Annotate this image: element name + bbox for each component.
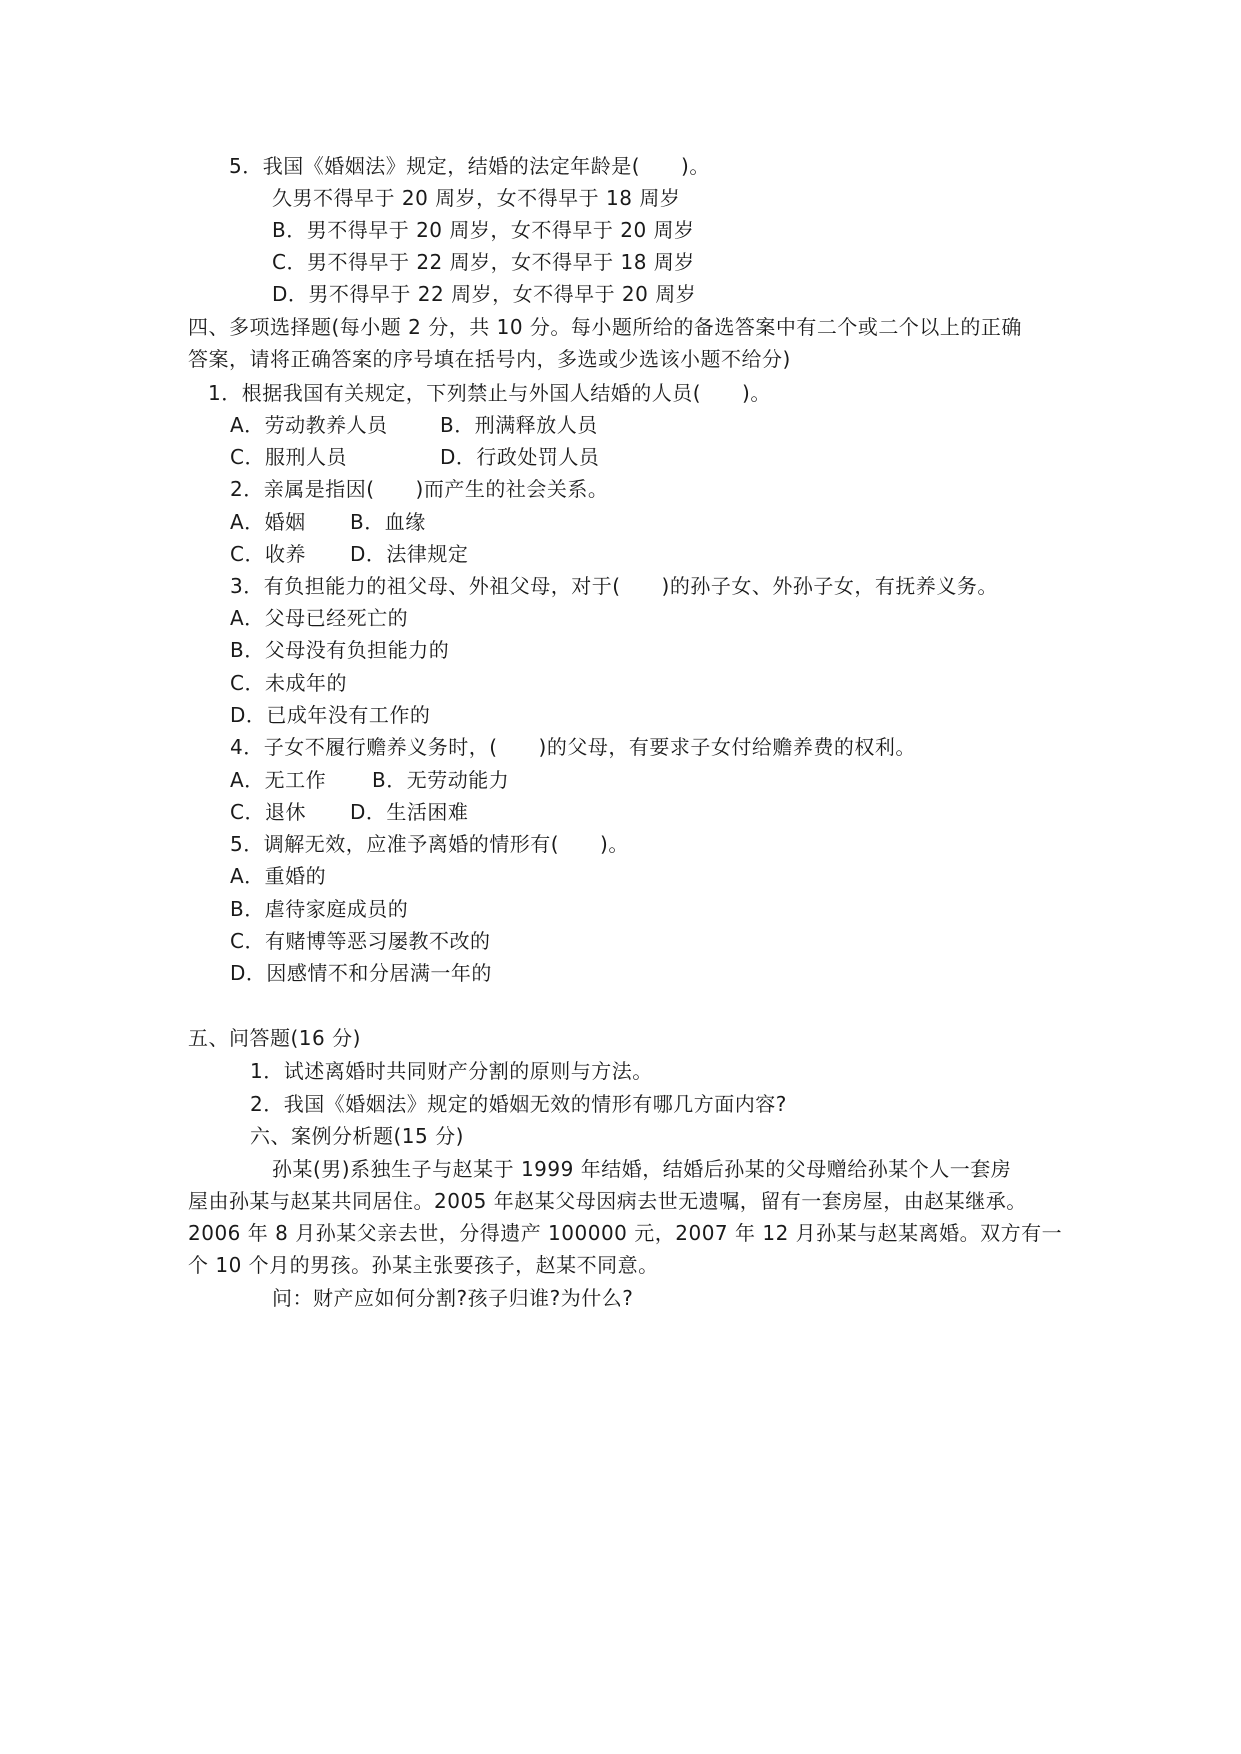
question-5-option-b: B．男不得早于 20 周岁，女不得早于 20 周岁 xyxy=(272,218,695,242)
question-5-stem: 5．我国《婚姻法》规定，结婚的法定年龄是( )。 xyxy=(229,154,710,178)
case-question: 问：财产应如何分割?孩子归谁?为什么? xyxy=(272,1286,634,1310)
case-text-line-1: 孙某(男)系独生子与赵某于 1999 年结婚，结婚后孙某的父母赠给孙某个人一套房 xyxy=(272,1157,1012,1181)
mc-question-2-option-c: C．收养 xyxy=(230,542,306,566)
mc-question-1-option-d: D．行政处罚人员 xyxy=(440,445,600,469)
mc-question-1-option-b: B．刑满释放人员 xyxy=(440,413,598,437)
mc-question-4-option-a: A．无工作 xyxy=(230,768,327,792)
mc-question-2-option-b: B．血缘 xyxy=(350,510,426,534)
case-text-line-4: 个 10 个月的男孩。孙某主张要孩子，赵某不同意。 xyxy=(188,1253,659,1277)
mc-question-4-option-b: B．无劳动能力 xyxy=(372,768,510,792)
mc-question-3-option-a: A．父母已经死亡的 xyxy=(230,606,409,630)
mc-question-3-option-d: D．已成年没有工作的 xyxy=(230,703,431,727)
section-4-heading-line1: 四、多项选择题(每小题 2 分，共 10 分。每小题所给的备选答案中有二个或二个以上的正确 xyxy=(188,315,1022,339)
essay-question-2: 2．我国《婚姻法》规定的婚姻无效的情形有哪几方面内容? xyxy=(250,1092,787,1116)
mc-question-5-option-a: A．重婚的 xyxy=(230,864,327,888)
mc-question-5-option-c: C．有赌博等恶习屡教不改的 xyxy=(230,929,491,953)
section-4-heading-line2: 答案，请将正确答案的序号填在括号内，多选或少选该小题不给分) xyxy=(188,347,791,371)
mc-question-2-option-d: D．法律规定 xyxy=(350,542,469,566)
mc-question-2-option-a: A．婚姻 xyxy=(230,510,306,534)
mc-question-1-option-a: A．劳动教养人员 xyxy=(230,413,388,437)
section-5-heading: 五、问答题(16 分) xyxy=(188,1026,361,1050)
mc-question-1-option-c: C．服刑人员 xyxy=(230,445,347,469)
mc-question-5-option-d: D．因感情不和分居满一年的 xyxy=(230,961,492,985)
case-text-line-3: 2006 年 8 月孙某父亲去世，分得遗产 100000 元，2007 年 12 月孙某与赵某离婚。双方有一 xyxy=(188,1221,1063,1245)
mc-question-3-option-c: C．未成年的 xyxy=(230,671,347,695)
mc-question-3-stem: 3．有负担能力的祖父母、外祖父母，对于( )的孙子女、外孙子女，有抚养义务。 xyxy=(230,574,998,598)
case-text-line-2: 屋由孙某与赵某共同居住。2005 年赵某父母因病去世无遗嘱，留有一套房屋，由赵某继承。 xyxy=(188,1189,1027,1213)
question-5-option-c: C．男不得早于 22 周岁，女不得早于 18 周岁 xyxy=(272,250,695,274)
mc-question-4-option-c: C．退休 xyxy=(230,800,306,824)
section-6-heading: 六、案例分析题(15 分) xyxy=(250,1124,464,1148)
mc-question-5-option-b: B．虐待家庭成员的 xyxy=(230,897,409,921)
mc-question-4-option-d: D．生活困难 xyxy=(350,800,469,824)
question-5-option-d: D．男不得早于 22 周岁，女不得早于 20 周岁 xyxy=(272,282,697,306)
mc-question-4-stem: 4．子女不履行赡养义务时，( )的父母，有要求子女付给赡养费的权利。 xyxy=(230,735,916,759)
mc-question-2-stem: 2．亲属是指因( )而产生的社会关系。 xyxy=(230,477,609,501)
essay-question-1: 1．试述离婚时共同财产分割的原则与方法。 xyxy=(250,1059,653,1083)
mc-question-5-stem: 5．调解无效，应准予离婚的情形有( )。 xyxy=(230,832,629,856)
question-5-option-a: 久男不得早于 20 周岁，女不得早于 18 周岁 xyxy=(272,186,681,210)
mc-question-1-stem: 1．根据我国有关规定，下列禁止与外国人结婚的人员( )。 xyxy=(208,381,771,405)
mc-question-3-option-b: B．父母没有负担能力的 xyxy=(230,638,450,662)
